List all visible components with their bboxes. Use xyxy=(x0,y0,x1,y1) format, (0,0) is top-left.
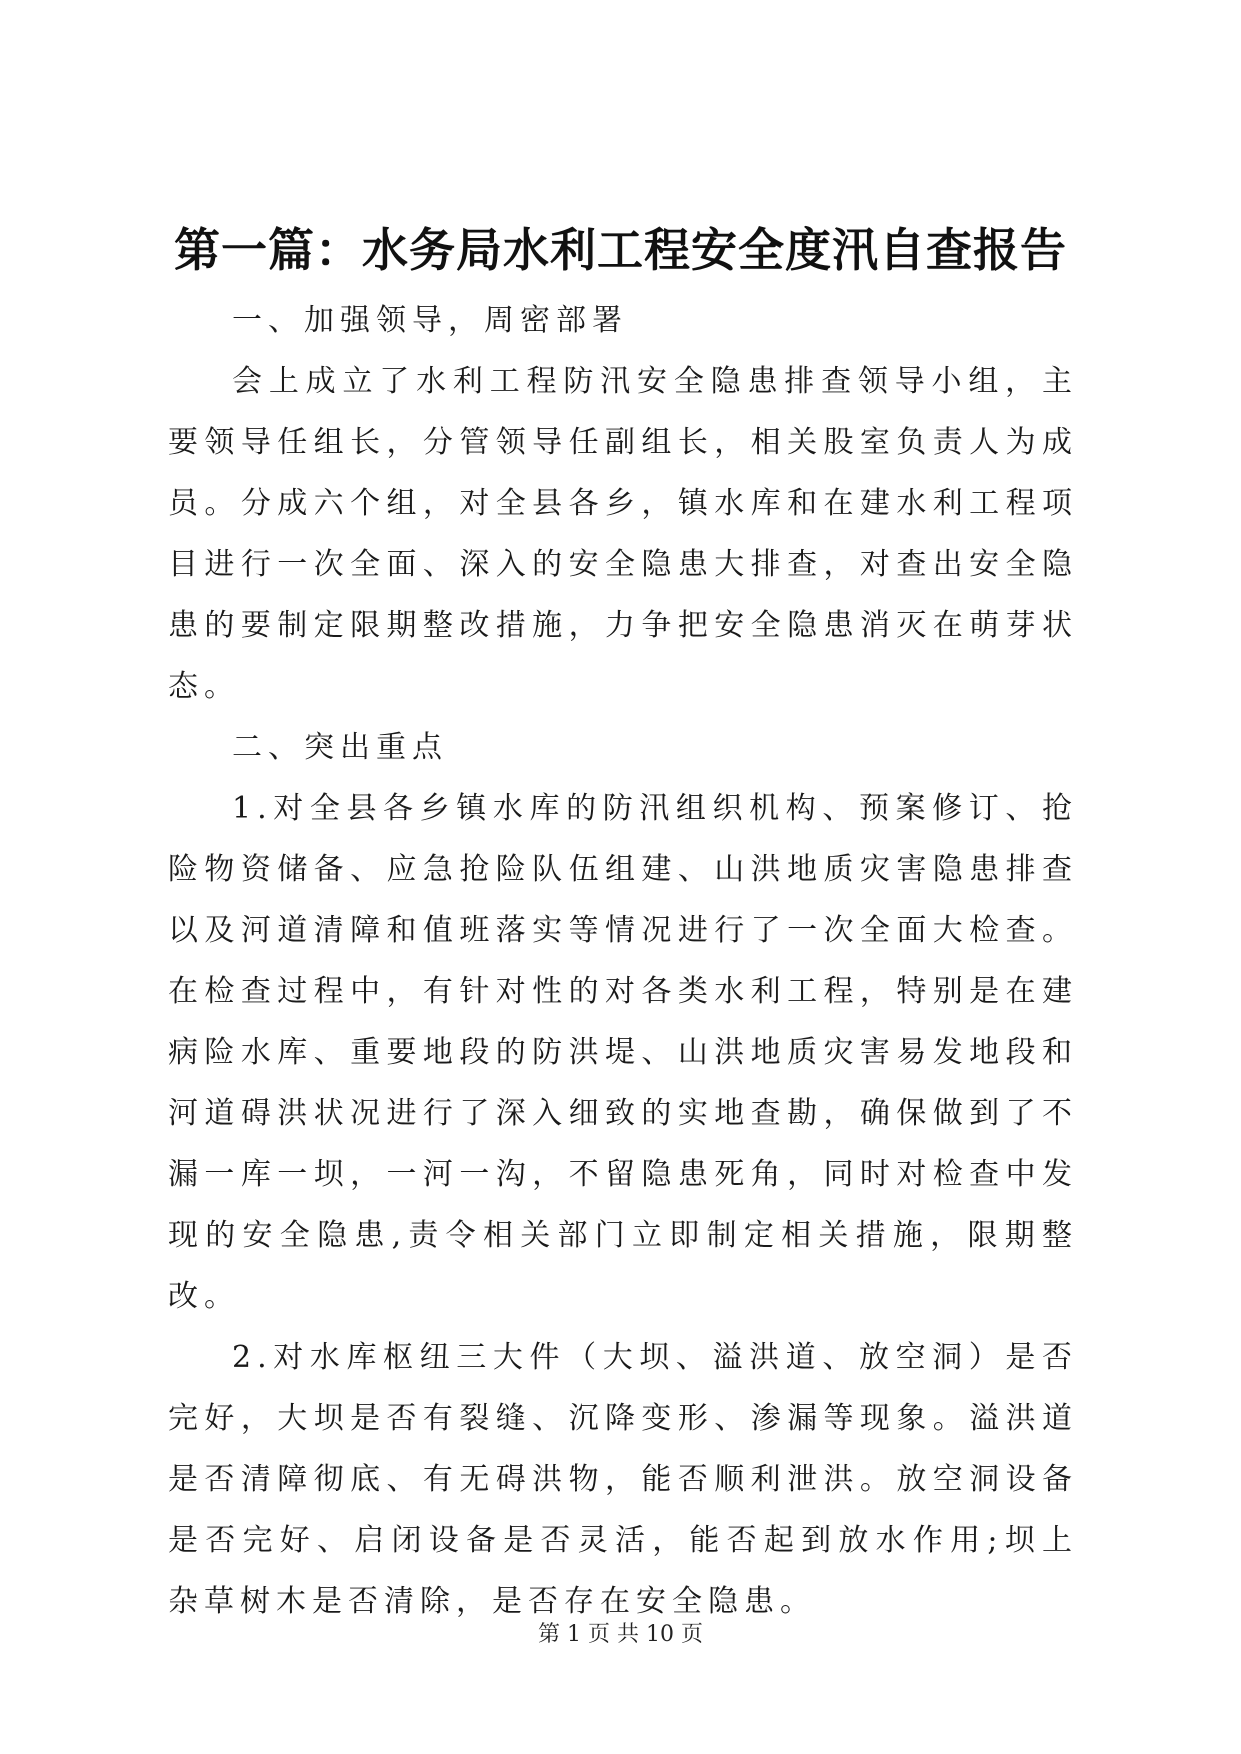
page-number: 第 1 页 共 10 页 xyxy=(538,1622,703,1647)
section-heading-2: 二、突出重点 xyxy=(232,730,448,765)
page-footer xyxy=(0,1620,1241,1650)
section-heading-1: 一、加强领导，周密部署 xyxy=(232,303,628,338)
paragraph-2: 1.对全县各乡镇水库的防汛组织机构、预案修订、抢险物资储备、应急抢险队伍组建、山洪地质灾害隐患排查以及河道清障和值班落实等情况进行了一次全面大检查。在检查过程中，有针对性的对各类水利工程，特别是在建病险水库、重要地段的防洪堤、山洪地质灾害易发地段和河道碍洪状况进行了深入细致的实地查勘，确保做到了不漏一库一坝，一河一沟，不留隐患死角，同时对检查中发现的安全隐患,责令相关部门立即制定相关措施，限期整改。 xyxy=(168,791,1078,1314)
paragraph-1: 会上成立了水利工程防汛安全隐患排查领导小组，主要领导任组长，分管领导任副组长，相关股室负责人为成员。分成六个组，对全县各乡，镇水库和在建水利工程项目进行一次全面、深入的安全隐患大排查，对查出安全隐患的要制定限期整改措施，力争把安全隐患消灭在萌芽状态。 xyxy=(168,364,1078,704)
document-body xyxy=(168,290,1078,1632)
paragraph-3: 2.对水库枢纽三大件（大坝、溢洪道、放空洞）是否完好，大坝是否有裂缝、沉降变形、渗漏等现象。溢洪道是否清障彻底、有无碍洪物，能否顺利泄洪。放空洞设备是否完好、启闭设备是否灵活，能否起到放水作用;坝上杂草树木是否清除，是否存在安全隐患。 xyxy=(168,1340,1078,1619)
document-title: 第一篇：水务局水利工程安全度汛自查报告 xyxy=(174,223,1067,277)
